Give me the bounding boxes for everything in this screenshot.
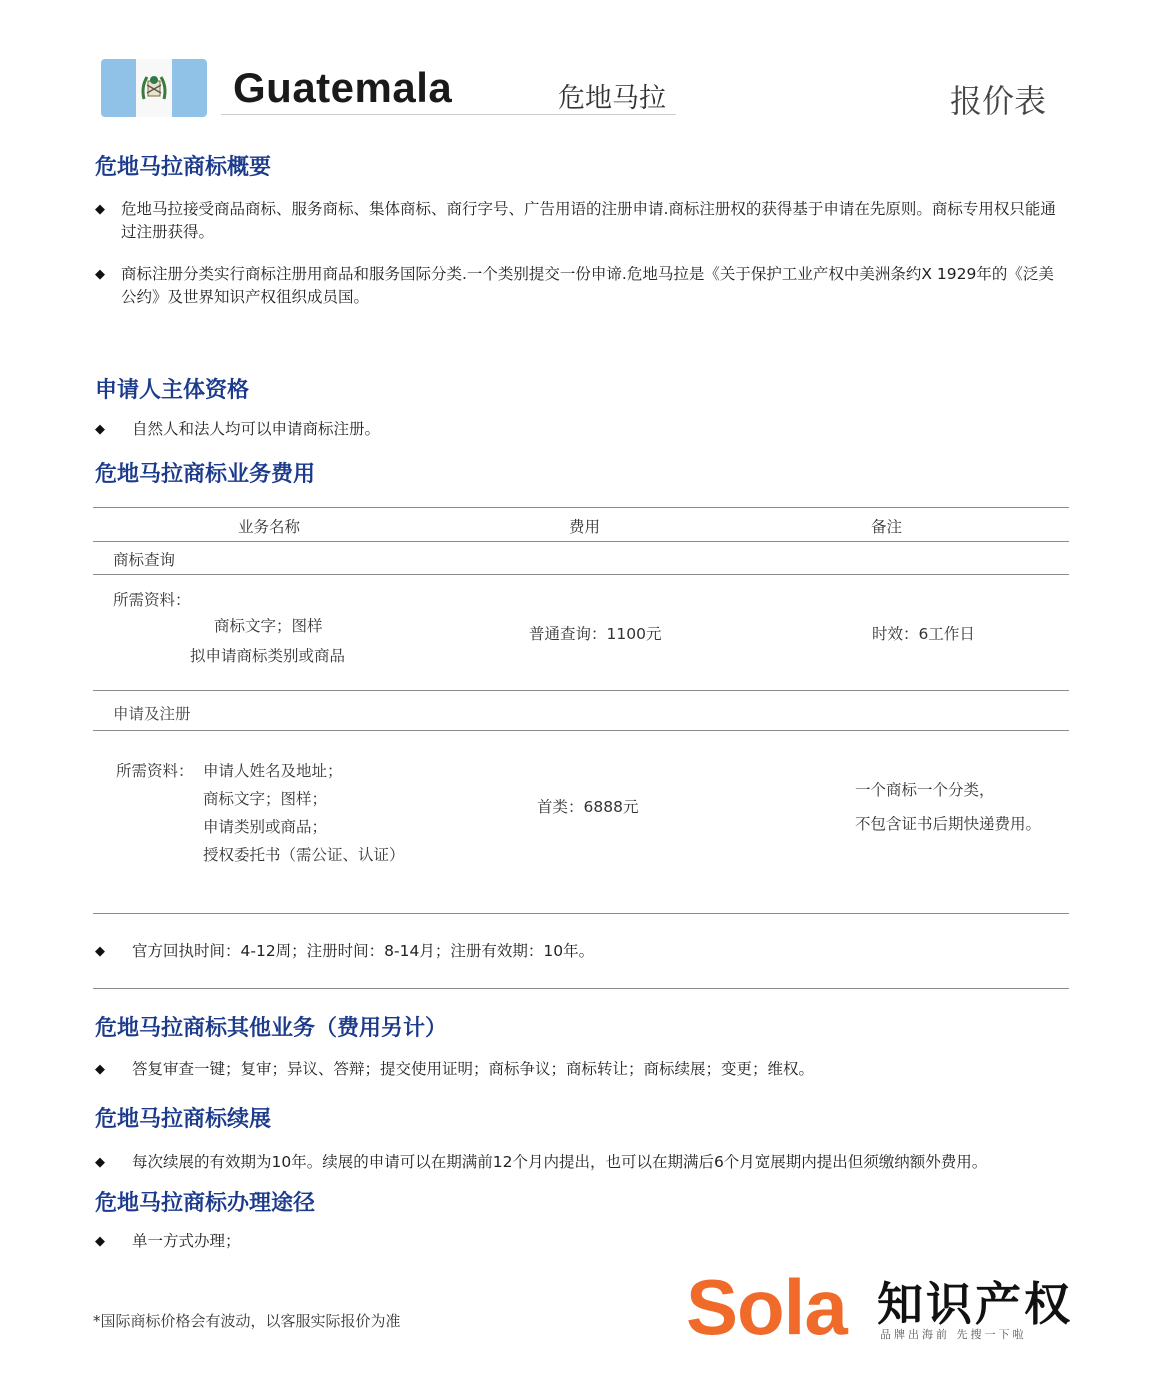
bullet-text: 自然人和法人均可以申请商标注册。	[132, 420, 381, 438]
brand-tagline: 品牌出海前 先搜一下啦	[880, 1328, 1027, 1341]
table-rule	[93, 730, 1069, 731]
bullet-diamond-icon: ◆	[95, 422, 105, 437]
list-item	[95, 1151, 1075, 1174]
note-registration: 不包含证书后期快递费用。	[855, 815, 1042, 833]
list-item	[95, 1230, 1060, 1253]
brand-logo-zh: 知识产权	[877, 1277, 1073, 1331]
bullet-diamond-icon: ◆	[95, 1062, 105, 1077]
table-rule	[93, 507, 1069, 508]
header-divider	[221, 114, 676, 115]
bullet-text: 商标注册分类实行商标注册用商品和服务国际分类.一个类别提交一份申谛.危地马拉是《关于保护工业产权中美洲条约X 1929年的《泛美公约》及世界知识产权徂织成员国。	[121, 265, 1054, 306]
timeline-text: 官方回执时间：4-12周；注册时间：8-14月；注册有效期：10年。	[132, 942, 595, 960]
section-title-overview: 危地马拉商标概要	[95, 155, 272, 180]
list-item	[95, 198, 1060, 244]
bullet-text: 答复审查一键；复审；异议、答辩；提交使用证明；商标争议；商标转让；商标续展；变更；维权。	[132, 1060, 815, 1078]
table-rule	[93, 913, 1069, 914]
guatemala-flag	[101, 59, 207, 117]
list-item	[95, 263, 1060, 309]
section-title-fees: 危地马拉商标业务费用	[95, 462, 316, 487]
material-item: 申请类别或商品；	[203, 818, 328, 836]
bullet-text: 每次续展的有效期为10年。续展的申请可以在期满前12个月内提出，也可以在期满后6个月宽展期内提出但须缴纳额外费用。	[132, 1153, 988, 1171]
brand-logo: Sola	[686, 1263, 847, 1351]
table-rule	[93, 541, 1069, 542]
bullet-text: 危地马拉接受商品商标、服务商标、集体商标、商行字号、广告用语的注册申请.商标注册权的获得基于申请在先原则。商标专用权只能通过注册获得。	[121, 200, 1056, 241]
table-rule	[93, 690, 1069, 691]
bullet-diamond-icon: ◆	[95, 202, 105, 217]
column-header-name: 业务名称	[238, 518, 301, 536]
table-rule	[93, 988, 1069, 989]
material-item: 商标文字；图样；	[203, 790, 328, 808]
material-item: 商标文字；图样	[214, 617, 323, 635]
materials-label: 所需资料：	[113, 591, 191, 609]
bullet-diamond-icon: ◆	[95, 1155, 105, 1170]
material-item: 申请人姓名及地址；	[203, 762, 343, 780]
note-search: 时效：6工作日	[872, 625, 975, 643]
price-disclaimer: *国际商标价格会有波动，以客服实际报价为准	[93, 1312, 401, 1330]
coat-of-arms-icon	[139, 71, 169, 105]
country-name-en: Guatemala	[233, 64, 453, 111]
material-item: 拟申请商标类别或商品	[190, 647, 346, 665]
list-item	[95, 940, 1060, 963]
materials-label: 所需资料：	[116, 762, 194, 780]
bullet-text: 单一方式办理；	[132, 1232, 241, 1250]
table-rule	[93, 574, 1069, 575]
section-title-other: 危地马拉商标其他业务（费用另计）	[95, 1016, 448, 1041]
column-header-fee: 费用	[569, 518, 601, 536]
list-item	[95, 418, 1060, 441]
section-title-channel: 危地马拉商标办理途径	[95, 1191, 316, 1216]
list-item	[95, 1058, 1060, 1081]
column-header-note: 备注	[871, 518, 903, 536]
country-name-zh: 危地马拉	[558, 83, 666, 114]
bullet-diamond-icon: ◆	[95, 267, 105, 282]
section-title-renewal: 危地马拉商标续展	[95, 1107, 272, 1132]
document-title: 报价表	[950, 82, 1047, 120]
row-group-registration: 申请及注册	[113, 705, 191, 723]
fee-registration: 首类：6888元	[537, 798, 639, 816]
section-title-eligibility: 申请人主体资格	[95, 378, 250, 403]
material-item: 授权委托书（需公证、认证）	[203, 846, 405, 864]
fee-search: 普通查询：1100元	[529, 625, 662, 643]
bullet-diamond-icon: ◆	[95, 944, 105, 959]
row-group-search: 商标查询	[113, 551, 176, 569]
bullet-diamond-icon: ◆	[95, 1234, 105, 1249]
note-registration: 一个商标一个分类，	[855, 781, 995, 799]
